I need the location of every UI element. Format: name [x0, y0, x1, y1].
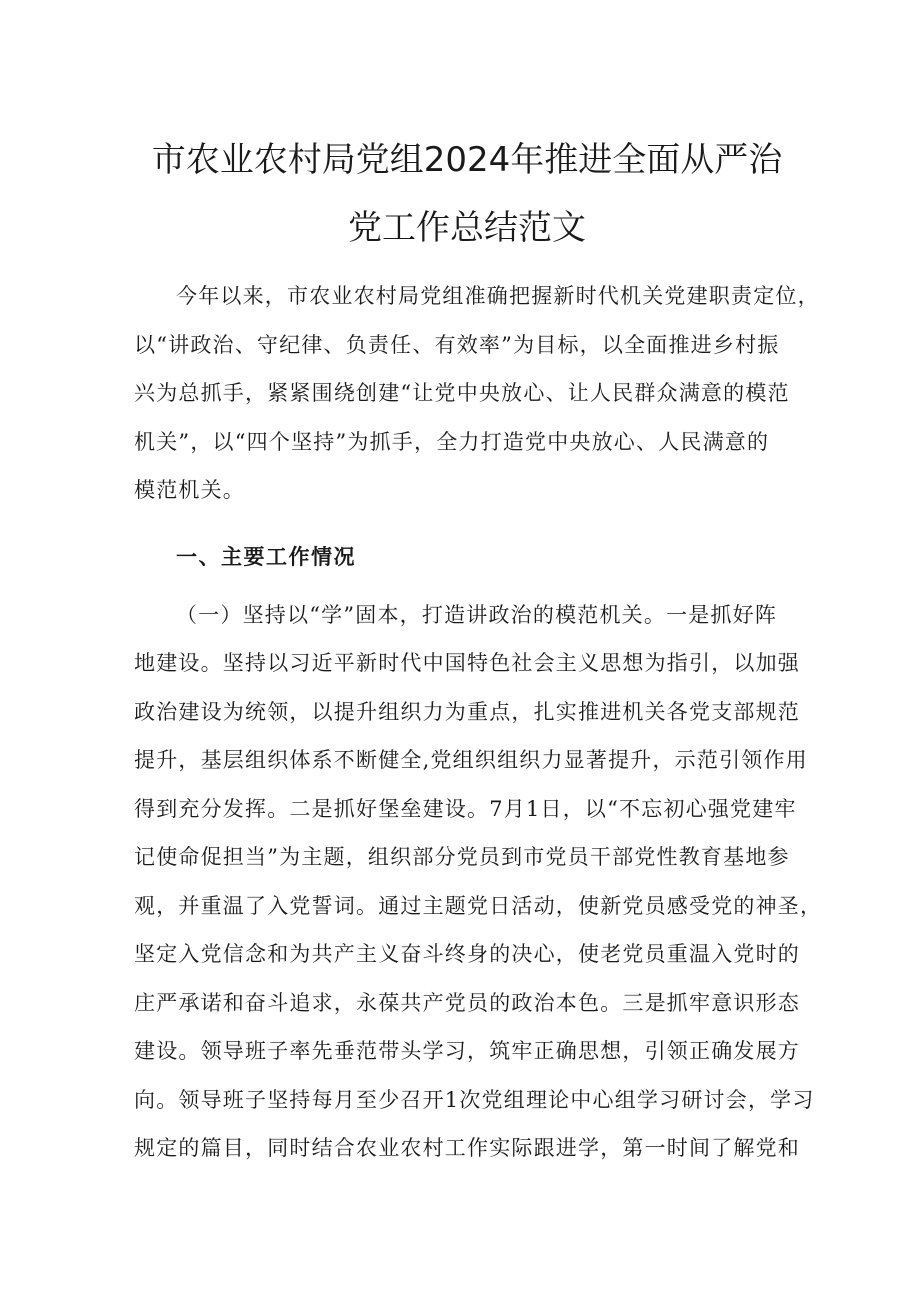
intro-paragraph	[134, 272, 820, 515]
body-line: 观，并重温了入党誓词。通过主题党日活动，使新党员感受党的神圣，	[134, 893, 823, 918]
intro-line: 模范机关。	[134, 478, 245, 502]
body-line: 庄严承诺和奋斗追求，永葆共产党员的政治本色。三是抓牢意识形态	[134, 990, 800, 1015]
document-title-line-1: 市农业农村局党组2024年推进全面从严治	[151, 140, 783, 180]
section-heading: 一、主要工作情况	[176, 543, 356, 569]
intro-line: 机关”，以“四个坚持”为抓手，全力打造党中央放心、人民满意的	[134, 429, 770, 454]
body-line: 记使命促担当”为主题，组织部分党员到市党员干部党性教育基地参	[134, 845, 790, 869]
body-line: 向。领导班子坚持每月至少召开1次党组理论中心组学习研讨会，学习	[134, 1087, 815, 1112]
intro-line: 今年以来，市农业农村局党组准确把握新时代机关党建职责定位，	[176, 284, 820, 308]
body-line: 地建设。坚持以习近平新时代中国特色社会主义思想为指引，以加强	[134, 651, 800, 675]
body-paragraph	[134, 591, 823, 1173]
body-line: （一）坚持以“学”固本，打造讲政治的模范机关。一是抓好阵	[176, 602, 778, 627]
intro-line: 以“讲政治、守纪律、负责任、有效率”为目标，以全面推进乡村振	[134, 332, 780, 357]
body-line: 得到充分发挥。二是抓好堡垒建设。7月1日，以“不忘初心强党建牢	[134, 796, 797, 821]
body-line: 提升，基层组织体系不断健全,党组织组织力显著提升，示范引领作用	[134, 748, 808, 772]
body-line: 规定的篇目，同时结合农业农村工作实际跟进学，第一时间了解党和	[134, 1136, 800, 1160]
body-line: 坚定入党信念和为共产主义奋斗终身的决心，使老党员重温入党时的	[134, 942, 800, 966]
intro-line: 兴为总抓手，紧紧围绕创建“让党中央放心、让人民群众满意的模范	[134, 381, 790, 405]
body-line: 政治建设为统领，以提升组织力为重点，扎实推进机关各党支部规范	[134, 699, 800, 724]
body-line: 建设。领导班子率先垂范带头学习，筑牢正确思想，引领正确发展方	[134, 1039, 800, 1063]
document-title-line-2: 党工作总结范文	[348, 208, 586, 248]
